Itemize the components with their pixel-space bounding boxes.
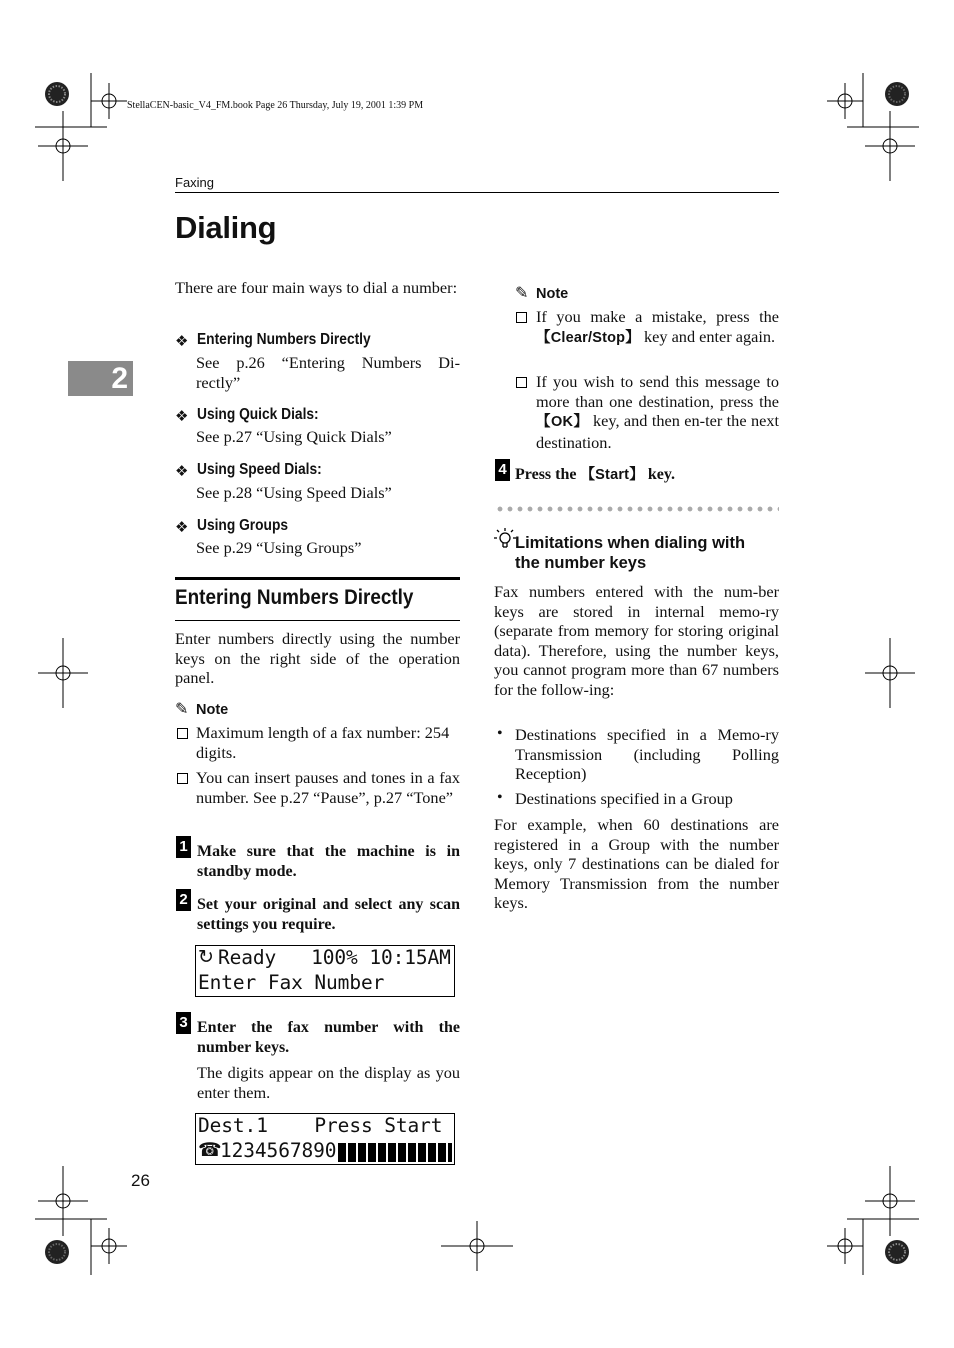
intro-text: There are four main ways to dial a number: (175, 278, 458, 297)
lcd1-line1: Ready 100% 10:15AM (218, 946, 451, 969)
bullet-icon: • (497, 789, 503, 806)
step-number-1: 1 (176, 836, 191, 858)
right-note-1: If you make a mistake, press the 【Clear/Stop】 key and enter again. (536, 307, 779, 346)
section-rule-top (175, 577, 460, 580)
method-ref-4: See p.29 “Using Groups” (196, 538, 362, 557)
running-head: Faxing (175, 175, 215, 190)
diamond-bullet-icon: ❖ (175, 462, 189, 480)
method-heading-1: Entering Numbers Directly (197, 331, 371, 348)
tip-body-2: For example, when 60 destinations are registered in a Group with the number keys, only 7 destinations can be dialed for Memory Transmission from the number keys. (494, 815, 779, 912)
lightbulb-icon (494, 527, 516, 553)
diamond-bullet-icon: ❖ (175, 332, 189, 350)
section-title: Entering Numbers Directly (175, 586, 414, 609)
pencil-note-icon: ✎ (175, 699, 189, 718)
lcd2-line2: 1234567890 (220, 1139, 337, 1162)
dotted-divider (495, 506, 779, 512)
method-ref-2: See p.27 “Using Quick Dials” (196, 427, 392, 446)
pencil-note-icon: ✎ (515, 283, 529, 302)
method-ref-3: See p.28 “Using Speed Dials” (196, 483, 392, 502)
note-checkbox-icon (177, 728, 188, 739)
step-3-sub: The digits appear on the display as you enter them. (197, 1063, 460, 1102)
tip-body: Fax numbers entered with the num-ber keys are stored in internal memo-ry (separate from memory for storing original data). Therefore, using the number keys, you cannot program more than 67 numbers for the follow-ing: (494, 582, 779, 699)
chapter-number: 2 (111, 362, 128, 395)
step-text-2: Set your original and select any scan settings you require. (197, 896, 460, 933)
method-ref-1b: rectly” (196, 373, 241, 392)
step-number-3: 3 (176, 1012, 191, 1034)
tip-bullet-1: Destinations specified in a Memo-ry Transmission (including Polling Reception) (515, 725, 779, 783)
right-note-2: If you wish to send this message to more than one destination, press the 【OK】 key, and then en-ter the next destination. (536, 372, 779, 452)
diamond-bullet-icon: ❖ (175, 518, 189, 536)
step-number-4: 4 (495, 459, 510, 481)
book-info-line: StellaCEN-basic_V4_FM.book Page 26 Thursday, July 19, 2001 1:39 PM (127, 100, 424, 111)
bullet-icon: • (497, 725, 503, 742)
lcd2-line1: Dest.1 Press Start (198, 1114, 443, 1137)
section-rule-bottom (175, 620, 460, 621)
step-text-1: Make sure that the machine is in standby mode. (197, 843, 460, 880)
method-heading-3: Using Speed Dials: (197, 461, 322, 478)
lcd-display-1 (195, 945, 455, 997)
lcd-filled-blocks (338, 1143, 452, 1162)
note-item-2: You can insert pauses and tones in a fax number. See p.27 “Pause”, p.27 “Tone” (196, 768, 460, 807)
lcd1-line2: Enter Fax Number (198, 971, 385, 994)
note-label: Note (196, 702, 229, 718)
lcd-display-2 (195, 1113, 455, 1165)
method-heading-2: Using Quick Dials: (197, 406, 319, 423)
right-note-label: Note (536, 286, 569, 302)
step-text-4: Press the 【Start】 key. (515, 466, 676, 483)
telephone-icon: ☎ (198, 1139, 222, 1161)
page-title: Dialing (175, 210, 277, 245)
note-checkbox-icon (516, 312, 527, 323)
refresh-icon: ↻ (198, 946, 214, 968)
page-number: 26 (131, 1171, 150, 1190)
note-checkbox-icon (177, 773, 188, 784)
section-body: Enter numbers directly using the number keys on the right side of the operation panel. (175, 629, 460, 687)
diamond-bullet-icon: ❖ (175, 407, 189, 425)
step-text-3: Enter the fax number with the number keys. (197, 1019, 460, 1056)
method-heading-4: Using Groups (197, 517, 289, 534)
note-checkbox-icon (516, 377, 527, 388)
header-rule (175, 192, 779, 193)
step-number-2: 2 (176, 889, 191, 911)
tip-bullet-2: Destinations specified in a Group (515, 789, 733, 808)
method-ref-1a: See p.26 “Entering Numbers Di- (196, 353, 460, 372)
note-item-1: Maximum length of a fax number: 254 digits. (196, 723, 450, 762)
tip-title: Limitations when dialing with the number keys (515, 534, 746, 572)
chapter-tab (68, 361, 133, 396)
